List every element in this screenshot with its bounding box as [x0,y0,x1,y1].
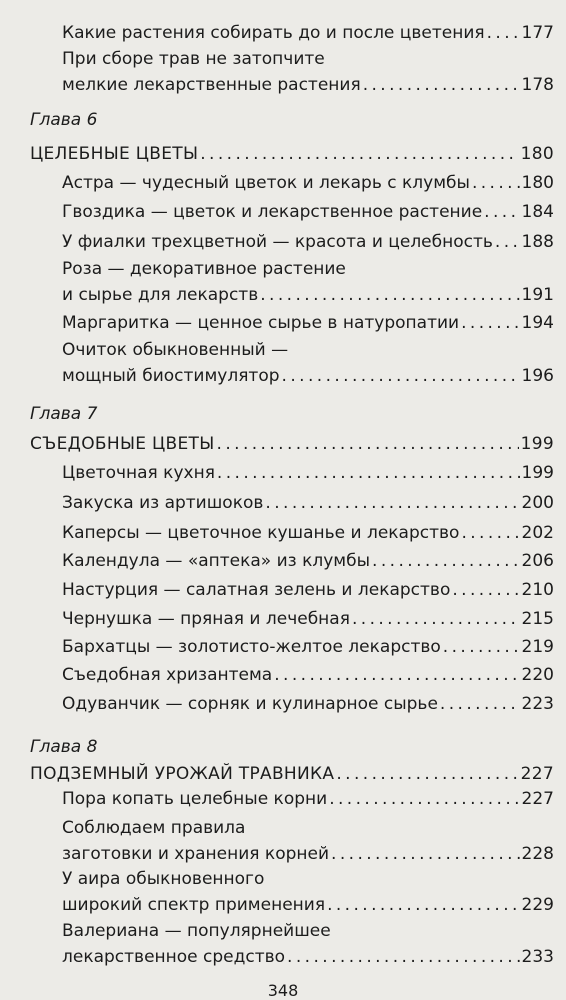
toc-entry-text: Цветочная кухня [62,463,215,483]
chapter-title [30,141,554,167]
toc-entry-text: Закуска из артишоков [62,493,264,513]
toc-entry-text: Съедобная хризантема [62,665,273,685]
chapter-label: Глава 8 [30,737,98,757]
toc-entry [62,310,554,336]
leader-dots [217,460,520,486]
toc-entry-text: Очиток обыкновенный — [62,340,289,360]
toc-entry-page: 220 [521,665,554,685]
toc-entry-page: 223 [521,694,554,714]
toc-entry [62,815,554,867]
toc-entry-page: 184 [521,202,554,222]
page-number: 348 [267,981,299,1000]
toc-entry-page: 233 [521,947,554,967]
toc-entry-text: Маргаритка — ценное сырье в натуропатии [62,313,460,333]
toc-entry [62,691,554,717]
toc-entry [62,256,554,308]
leader-dots [495,229,520,255]
toc-entry-text: мелкие лекарственные растения [62,75,361,95]
leader-dots [352,606,520,632]
chapter-label: Глава 7 [30,404,98,424]
leader-dots [372,548,520,574]
chapter-title-text: СЪЕДОБНЫЕ ЦВЕТЫ [30,434,215,454]
toc-entry-text: Каперсы — цветочное кушанье и лекарство [62,523,460,543]
toc-entry-text: Бархатцы — золотисто-желтое лекарство [62,637,441,657]
toc-entry-page: 219 [521,637,554,657]
toc-entry-text: Настурция — салатная зелень и лекарство [62,580,451,600]
leader-dots [265,490,519,516]
toc-entry-text: Пора копать целебные корни [62,789,328,809]
toc-entry [62,337,554,389]
toc-entry-text: широкий спектр применения [62,895,326,915]
toc-entry [62,520,554,546]
toc-entry [62,460,554,486]
toc-entry-page: 215 [521,609,554,629]
leader-dots [200,141,518,167]
toc-entry-page: 202 [521,523,554,543]
leader-dots [282,363,520,389]
leader-dots [443,634,520,660]
toc-entry-page: 191 [521,285,554,305]
toc-entry-page: 199 [521,463,554,483]
leader-dots [287,944,520,970]
leader-dots [336,761,518,787]
toc-entry-page: 178 [521,75,554,95]
leader-dots [472,170,520,196]
leader-dots [331,841,520,867]
leader-dots [363,72,520,98]
chapter-page: 180 [520,144,554,164]
toc-entry-page: 229 [521,895,554,915]
leader-dots [461,520,519,546]
leader-dots [461,310,519,336]
toc-entry [62,20,554,46]
toc-entry [62,606,554,632]
toc-entry [62,548,554,574]
leader-dots [484,199,519,225]
toc-entry-page: 194 [521,313,554,333]
toc-entry-text: Какие растения собирать до и после цветения [62,23,485,43]
chapter-title-text: ЦЕЛЕБНЫЕ ЦВЕТЫ [30,144,199,164]
toc-entry-page: 177 [521,23,554,43]
toc-entry-text: У аира обыкновенного [62,869,265,889]
leader-dots [217,431,519,457]
chapter-label: Глава 6 [30,110,98,130]
toc-entry-page: 228 [521,844,554,864]
toc-entry-text: Календула — «аптека» из клумбы [62,551,371,571]
toc-entry-page: 206 [521,551,554,571]
toc-entry-page: 200 [521,493,554,513]
toc-entry-page: 180 [521,173,554,193]
toc-entry [62,662,554,688]
toc-entry-page: 196 [521,366,554,386]
leader-dots [452,577,519,603]
leader-dots [327,892,519,918]
chapter-page: 227 [520,764,554,784]
chapter-page: 199 [520,434,554,454]
toc-entry [62,490,554,516]
leader-dots [487,20,520,46]
toc-entry-text: При сборе трав не затопчите [62,49,325,69]
toc-entry-text: Астра — чудесный цветок и лекарь с клумбы [62,173,470,193]
toc-entry-text: Одуванчик — сорняк и кулинарное сырье [62,694,438,714]
toc-entry [62,634,554,660]
toc-entry [62,229,554,255]
toc-entry [62,170,554,196]
toc-entry-text: Валериана — популярнейшее [62,921,331,941]
toc-entry-text: лекарственное средство [62,947,286,967]
toc-entry-text: заготовки и хранения корней [62,844,330,864]
toc-entry [62,46,554,98]
leader-dots [260,282,519,308]
toc-entry-text: Чернушка — пряная и лечебная [62,609,350,629]
toc-entry-text: У фиалки трехцветной — красота и целебность [62,232,493,252]
toc-entry-page: 188 [521,232,554,252]
toc-entry-text: мощный биостимулятор [62,366,280,386]
leader-dots [274,662,519,688]
toc-entry [62,577,554,603]
toc-entry-text: Роза — декоративное растение [62,259,346,279]
chapter-title-text: ПОДЗЕМНЫЙ УРОЖАЙ ТРАВНИКА [30,764,335,784]
toc-entry-page: 210 [521,580,554,600]
toc-entry [62,918,554,970]
toc-entry-text: и сырье для лекарств [62,285,259,305]
chapter-title [30,761,554,787]
toc-entry-text: Гвоздика — цветок и лекарственное растение [62,202,483,222]
toc-entry-page: 227 [521,789,554,809]
chapter-title [30,431,554,457]
toc-entry [62,199,554,225]
toc-entry [62,786,554,812]
toc-entry [62,866,554,918]
leader-dots [329,786,519,812]
toc-entry-text: Соблюдаем правила [62,818,246,838]
leader-dots [440,691,520,717]
